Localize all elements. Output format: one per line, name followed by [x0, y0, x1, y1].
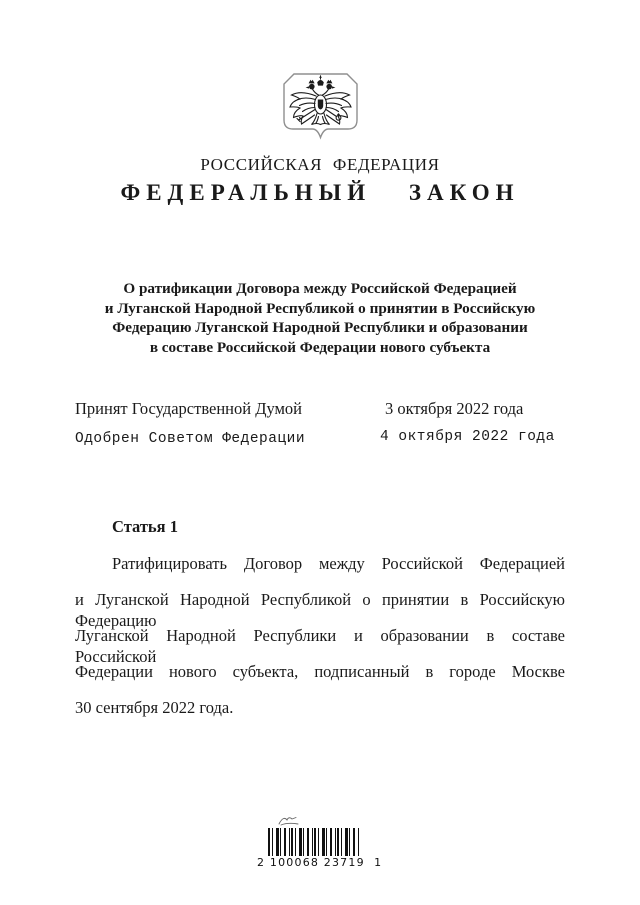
body-line: Ратифицировать Договор между Российской Федерацией [112, 554, 565, 573]
body-line: 30 сентября 2022 года. [75, 698, 234, 717]
law-type-heading: ФЕДЕРАЛЬНЫЙ ЗАКОН [120, 180, 520, 205]
body-line: и Луганской Народной Республикой о принятии в Российскую Федерацию [75, 590, 565, 630]
barcode-squiggle-icon [277, 814, 301, 828]
law-title-line: О ратификации Договора между Российской Федерацией [123, 280, 517, 297]
barcode-bars [268, 828, 360, 856]
barcode-number: 2 100068 23719 1 [257, 856, 383, 869]
law-title [70, 279, 570, 357]
law-title-line: в составе Российской Федерации нового субъекта [149, 338, 491, 356]
adoption-row-federation-council [75, 429, 565, 459]
adoption-block [75, 399, 565, 459]
adoption-date: 4 октября 2022 года [380, 429, 555, 445]
article-heading: Статья 1 [112, 517, 178, 536]
body-line: Федерации нового субъекта, подписанный в городе Москве [75, 662, 565, 681]
article-body-paragraph [75, 553, 565, 733]
coat-of-arms [283, 73, 358, 141]
country-name-heading: РОССИЙСКАЯ ФЕДЕРАЦИЯ [200, 155, 440, 174]
adoption-date: 3 октября 2022 года [385, 399, 524, 418]
adoption-label: Одобрен Советом Федерации [75, 431, 306, 447]
law-title-line: Федерацию Луганской Народной Республики и образовании [112, 319, 528, 337]
adoption-row-duma [75, 399, 565, 429]
coat-of-arms-eagle-icon [283, 73, 358, 141]
law-title-line: и Луганской Народной Республикой о принятии в Российскую [104, 299, 536, 317]
body-line: Луганской Народной Республики и образовании в составе Российской [75, 626, 565, 666]
adoption-label: Принят Государственной Думой [75, 399, 303, 418]
